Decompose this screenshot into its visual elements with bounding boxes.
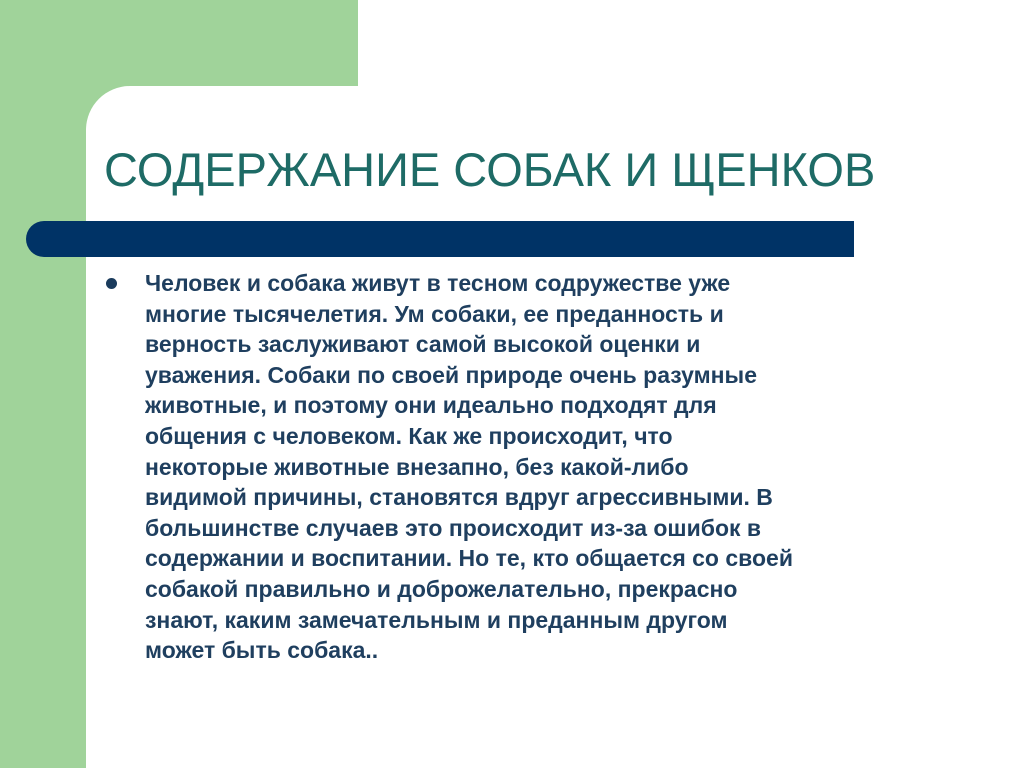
body-line: уважения. Собаки по своей природе очень разумные [145,361,757,388]
body-line: большинстве случаев это происходит из-за ошибок в [145,514,762,541]
body-line: Человек и собака живут в тесном содружестве уже [145,270,731,296]
body-line: знают, каким замечательным и преданным другом [145,606,728,633]
body-line: содержании и воспитании. Но те, кто общается со своей [145,545,793,572]
body-line: общения с человеком. Как же происходит, что [145,422,673,449]
body-paragraph [145,268,955,666]
body-line: некоторые животные внезапно, без какой-либо [145,453,689,480]
body-line: собакой правильно и доброжелательно, прекрасно [145,575,738,602]
body-line: может быть собака.. [145,637,379,664]
body-line: животные, и поэтому они идеально подходят для [145,392,717,419]
bullet-dot-icon [106,278,117,289]
body-line: видимой причины, становятся вдруг агрессивными. В [145,484,773,511]
body-line: многие тысячелетия. Ум собаки, ее преданность и [145,300,724,327]
title-divider-bar [26,221,854,257]
body-line: верность заслуживают самой высокой оценки и [145,331,701,358]
slide-title: СОДЕРЖАНИЕ СОБАК И ЩЕНКОВ [104,143,876,196]
